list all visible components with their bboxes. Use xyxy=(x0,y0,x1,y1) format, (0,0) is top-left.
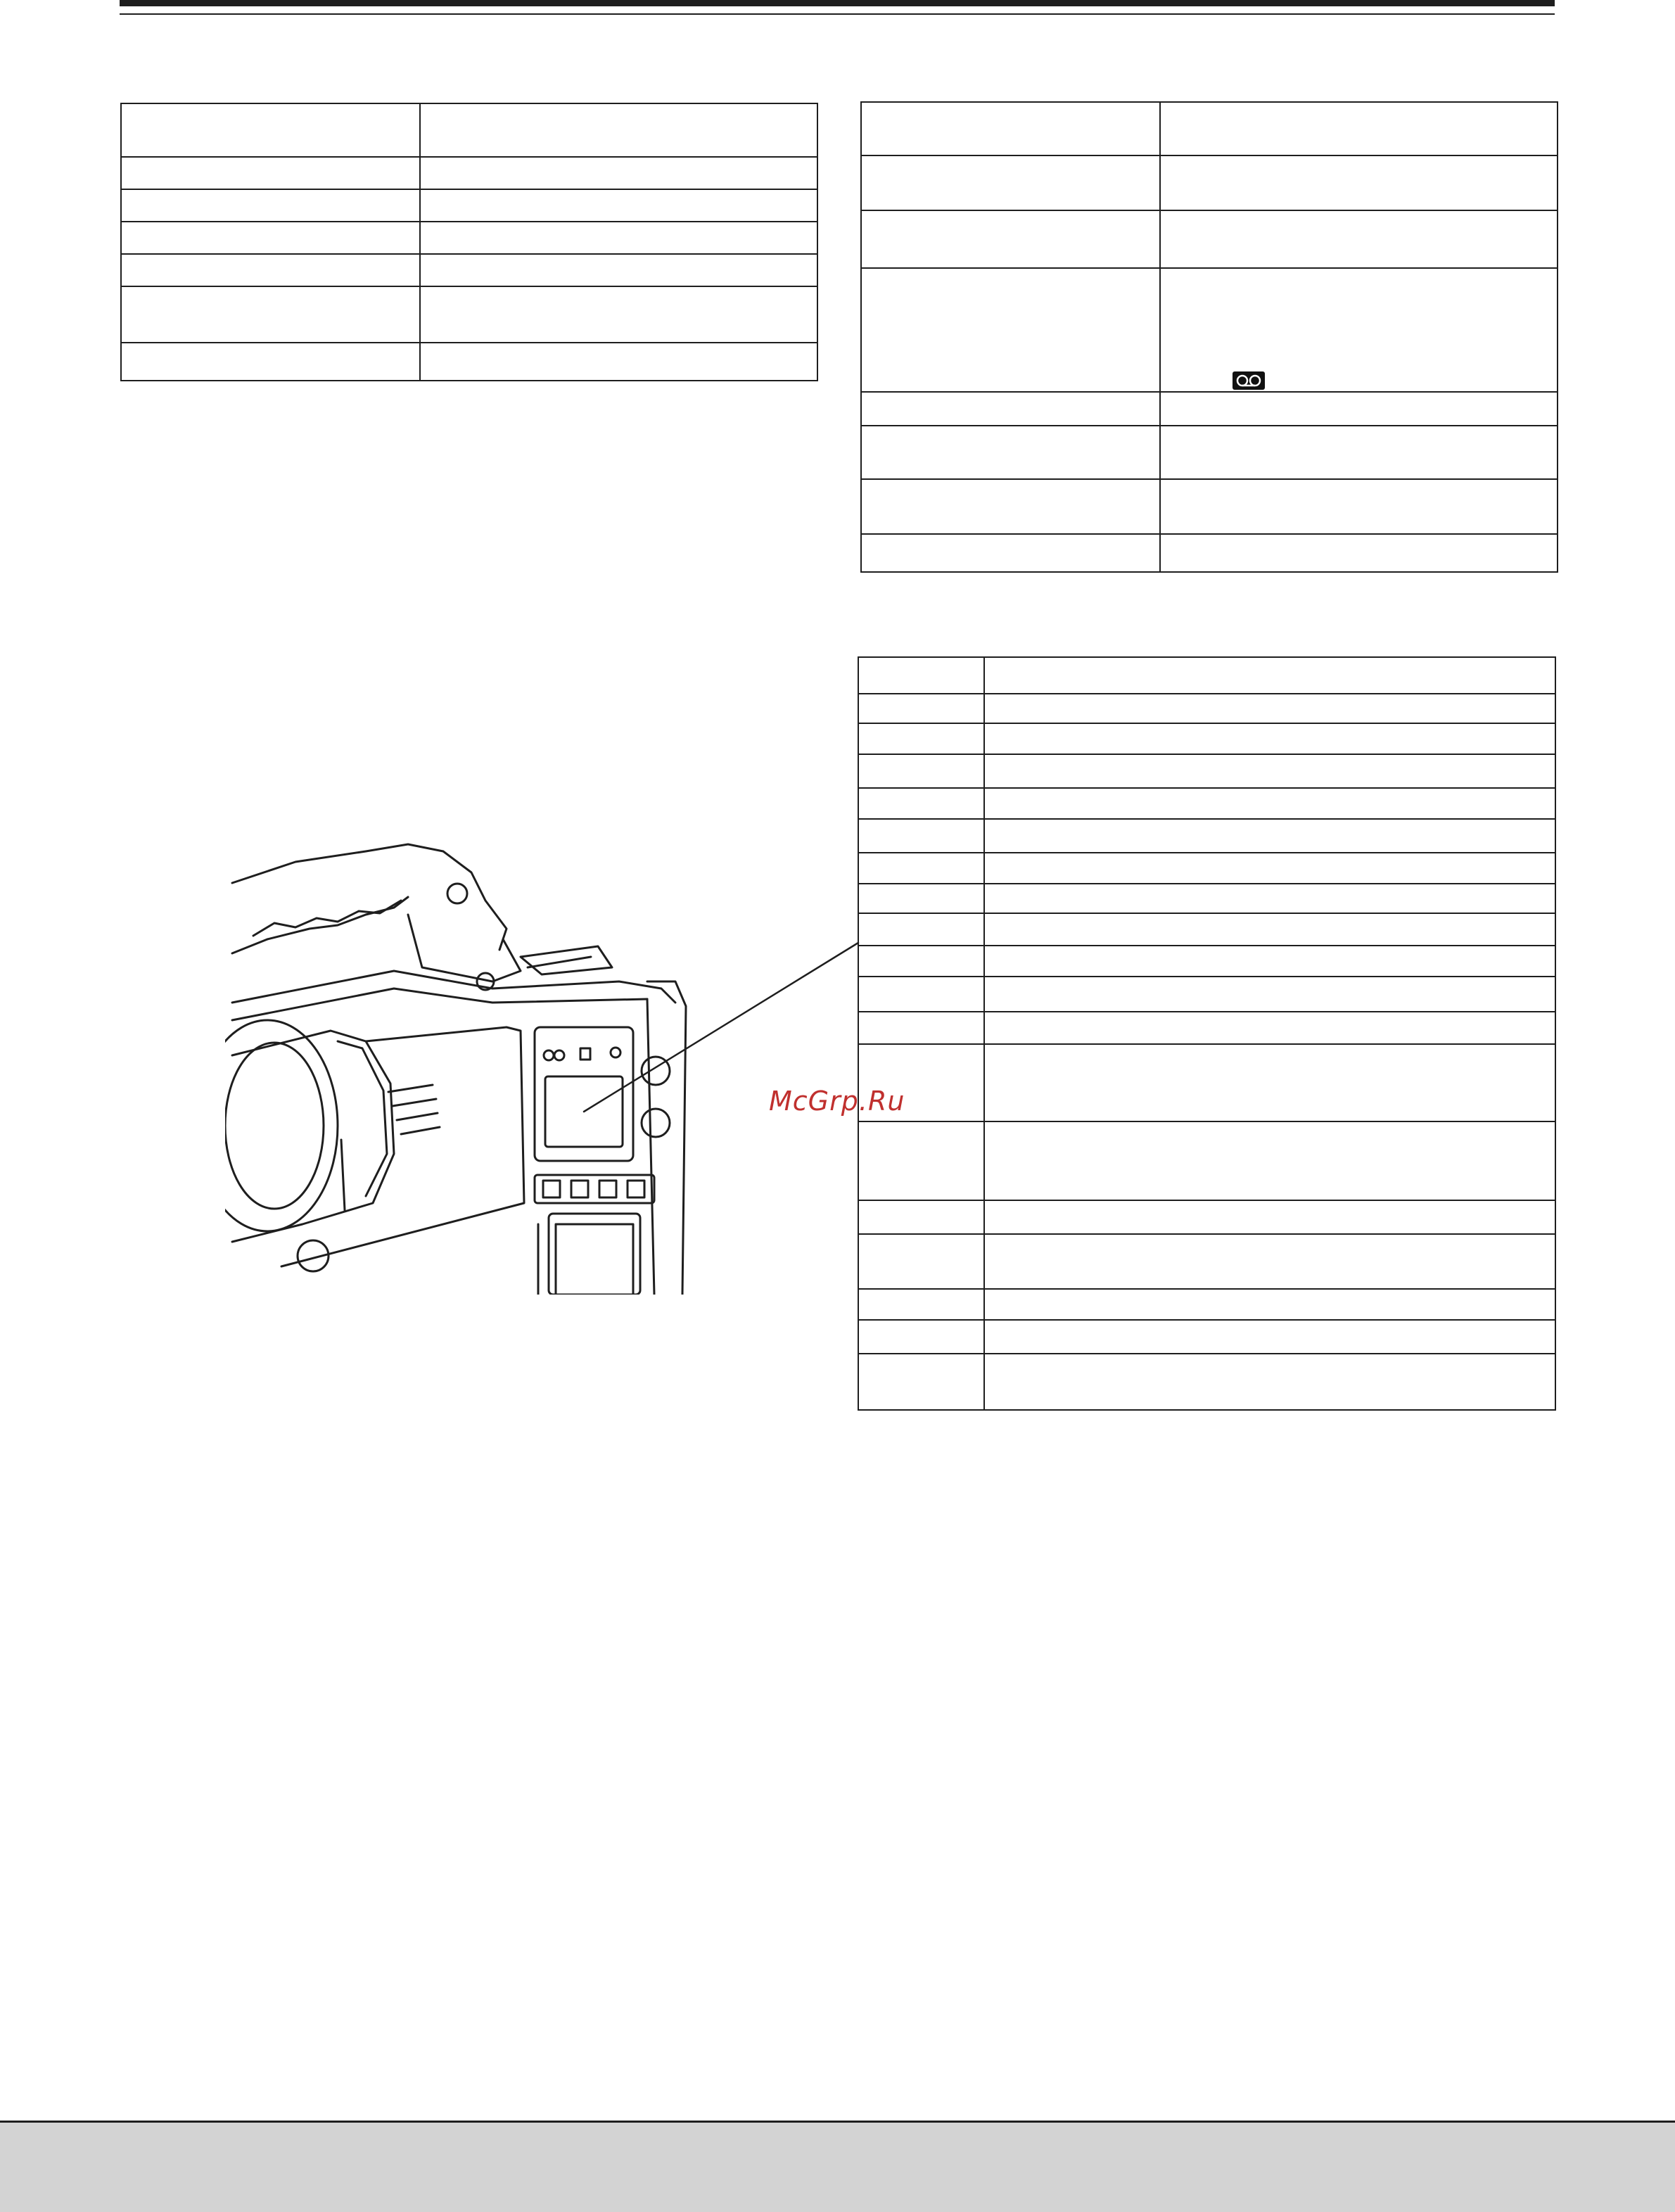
table-cell xyxy=(121,222,420,254)
table-cell xyxy=(858,723,984,754)
camera-illustration xyxy=(225,830,929,1295)
table-cell xyxy=(984,1200,1555,1234)
table-cell xyxy=(121,286,420,343)
table-cell xyxy=(420,103,817,157)
header-rule-thick xyxy=(120,0,1555,6)
table-cell xyxy=(420,222,817,254)
table-cell xyxy=(121,157,420,189)
table-cell xyxy=(861,426,1160,479)
table-cell xyxy=(858,788,984,819)
table-cell xyxy=(121,189,420,222)
table-cell xyxy=(861,155,1160,210)
table-cell xyxy=(984,1234,1555,1289)
table-cell xyxy=(984,819,1555,853)
table-cell xyxy=(1160,479,1558,534)
table-cell xyxy=(984,977,1555,1012)
table-cell xyxy=(858,1320,984,1354)
table-cell xyxy=(984,723,1555,754)
right-bottom-spec-table xyxy=(858,656,1556,1411)
table-cell xyxy=(984,754,1555,788)
footer-band xyxy=(0,2121,1675,2212)
table-cell xyxy=(420,189,817,222)
table-cell xyxy=(1160,534,1558,572)
table-cell xyxy=(861,102,1160,155)
table-cell xyxy=(984,853,1555,884)
table-cell xyxy=(861,268,1160,392)
right-top-spec-table xyxy=(860,101,1558,573)
table-cell xyxy=(1160,210,1558,268)
table-cell xyxy=(984,1354,1555,1410)
table-cell xyxy=(420,343,817,381)
table-cell xyxy=(984,1121,1555,1200)
table-cell xyxy=(420,254,817,286)
table-cell xyxy=(861,392,1160,426)
table-cell xyxy=(1160,268,1558,392)
table-cell xyxy=(858,694,984,723)
table-cell xyxy=(858,1354,984,1410)
table-cell xyxy=(984,788,1555,819)
table-cell xyxy=(984,913,1555,946)
cassette-tape-icon xyxy=(1233,371,1265,390)
table-cell xyxy=(984,946,1555,977)
table-cell xyxy=(984,1012,1555,1044)
table-cell xyxy=(861,210,1160,268)
left-spec-table xyxy=(120,103,818,381)
table-cell xyxy=(420,157,817,189)
table-cell xyxy=(984,1044,1555,1121)
table-cell xyxy=(420,286,817,343)
table-cell xyxy=(858,754,984,788)
table-cell xyxy=(121,343,420,381)
table-cell xyxy=(984,657,1555,694)
table-cell xyxy=(861,479,1160,534)
table-cell xyxy=(984,694,1555,723)
table-cell xyxy=(984,1320,1555,1354)
table-cell xyxy=(858,657,984,694)
table-cell xyxy=(1160,392,1558,426)
header-rule-thin xyxy=(120,13,1555,15)
table-cell xyxy=(121,254,420,286)
table-cell xyxy=(1160,426,1558,479)
table-cell xyxy=(861,534,1160,572)
table-cell xyxy=(984,1289,1555,1320)
table-cell xyxy=(1160,102,1558,155)
table-cell xyxy=(984,884,1555,913)
table-cell xyxy=(1160,155,1558,210)
table-cell xyxy=(121,103,420,157)
watermark: McGrp.Ru xyxy=(769,1086,905,1117)
